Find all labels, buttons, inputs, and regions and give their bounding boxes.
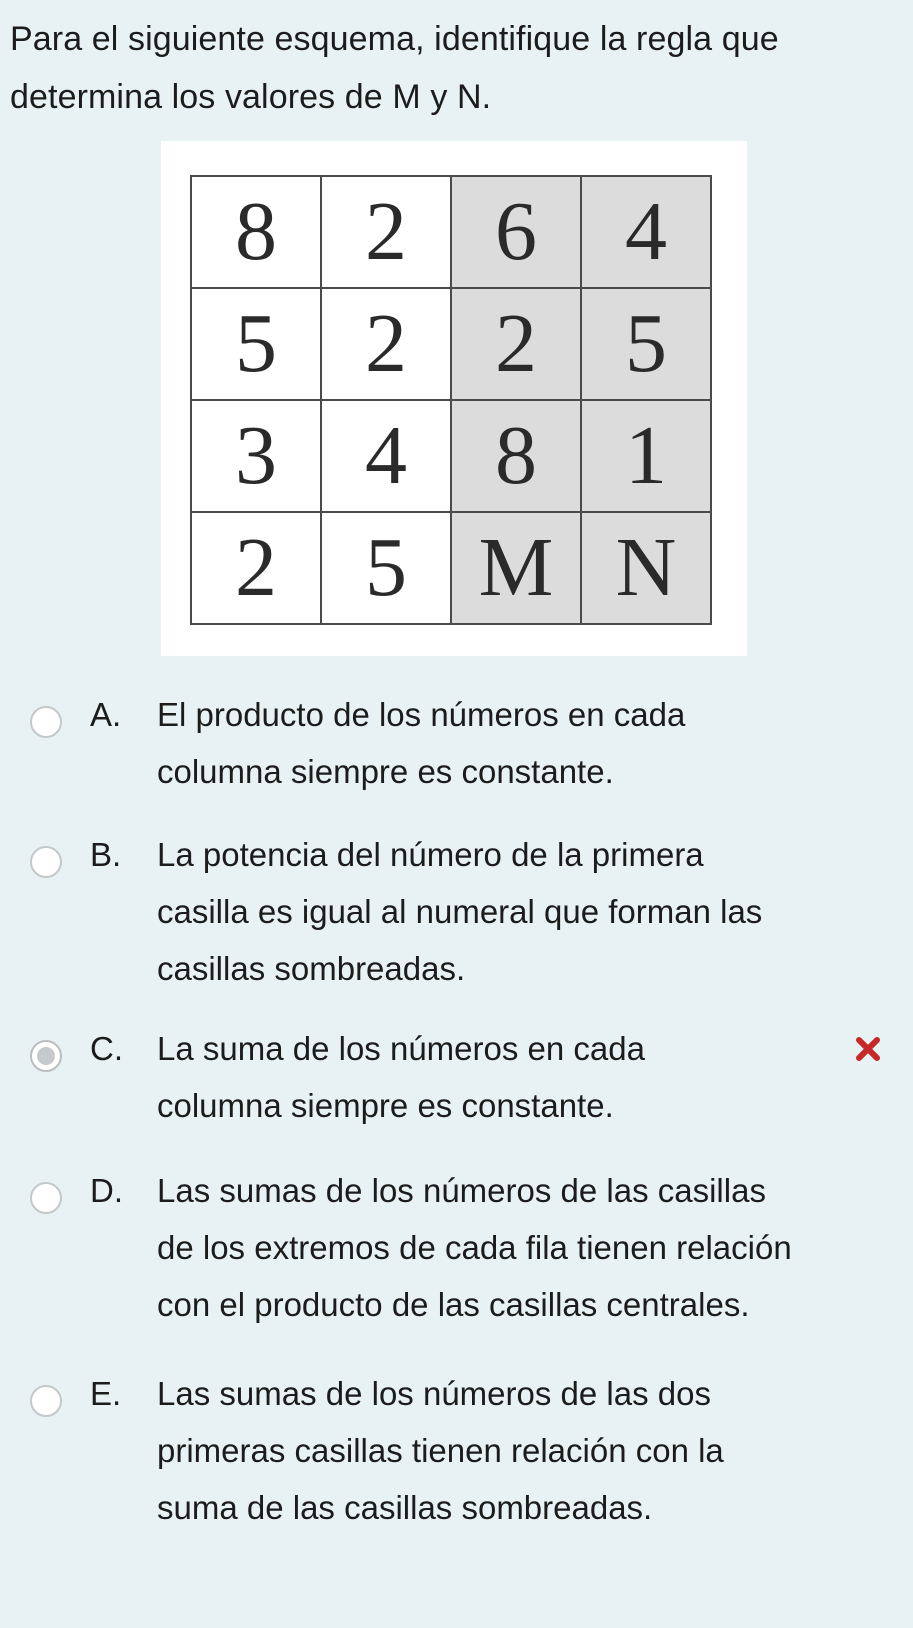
grid-cell: 4 <box>321 400 451 512</box>
option-text-line: La suma de los números en cada <box>157 1030 645 1067</box>
option-letter: A. <box>90 696 122 733</box>
question-line-2: determina los valores de M y N. <box>10 78 492 116</box>
option-text[interactable] <box>157 1020 897 1134</box>
number-grid <box>190 175 712 625</box>
option-text-line: con el producto de las casillas centrales. <box>157 1286 750 1323</box>
option-letter: C. <box>90 1030 123 1067</box>
grid-row <box>191 176 711 288</box>
grid-cell: N <box>581 512 711 624</box>
grid-row <box>191 288 711 400</box>
option-text[interactable] <box>157 1365 897 1536</box>
grid-cell: 3 <box>191 400 321 512</box>
option-letter: B. <box>90 836 122 873</box>
radio-button[interactable] <box>30 706 62 738</box>
option-text-line: La potencia del número de la primera <box>157 836 704 873</box>
grid-cell: 2 <box>321 288 451 400</box>
option-text-line: suma de las casillas sombreadas. <box>157 1489 653 1526</box>
grid-cell: M <box>451 512 581 624</box>
grid-cell: 2 <box>451 288 581 400</box>
grid-cell: 2 <box>191 512 321 624</box>
grid-row <box>191 400 711 512</box>
option-text-line: columna siempre es constante. <box>157 753 614 790</box>
option-text[interactable] <box>157 826 897 997</box>
option-text[interactable] <box>157 686 897 800</box>
option-letter: D. <box>90 1172 123 1209</box>
option-text-line: casilla es igual al numeral que forman las <box>157 893 763 930</box>
grid-row <box>191 512 711 624</box>
option-text[interactable] <box>157 1162 897 1333</box>
grid-cell: 5 <box>191 288 321 400</box>
grid-cell: 5 <box>321 512 451 624</box>
option-text-line: casillas sombreadas. <box>157 950 466 987</box>
grid-cell: 8 <box>451 400 581 512</box>
question-line-1: Para el siguiente esquema, identifique la regla que <box>10 20 779 58</box>
option-letter: E. <box>90 1375 122 1412</box>
radio-button[interactable] <box>30 846 62 878</box>
grid-cell: 2 <box>321 176 451 288</box>
option-text-line: Las sumas de los números de las dos <box>157 1375 711 1412</box>
grid-cell: 6 <box>451 176 581 288</box>
option-text-line: El producto de los números en cada <box>157 696 686 733</box>
grid-cell: 1 <box>581 400 711 512</box>
close-icon <box>853 1034 883 1064</box>
radio-button[interactable] <box>30 1040 62 1072</box>
option-text-line: de los extremos de cada fila tienen relación <box>157 1229 792 1266</box>
radio-button[interactable] <box>30 1385 62 1417</box>
puzzle-figure <box>161 141 747 656</box>
option-text-line: Las sumas de los números de las casillas <box>157 1172 766 1209</box>
grid-cell: 4 <box>581 176 711 288</box>
option-text-line: primeras casillas tienen relación con la <box>157 1432 724 1469</box>
grid-cell: 8 <box>191 176 321 288</box>
option-text-line: columna siempre es constante. <box>157 1087 614 1124</box>
grid-cell: 5 <box>581 288 711 400</box>
radio-button[interactable] <box>30 1182 62 1214</box>
question-text <box>10 10 900 126</box>
